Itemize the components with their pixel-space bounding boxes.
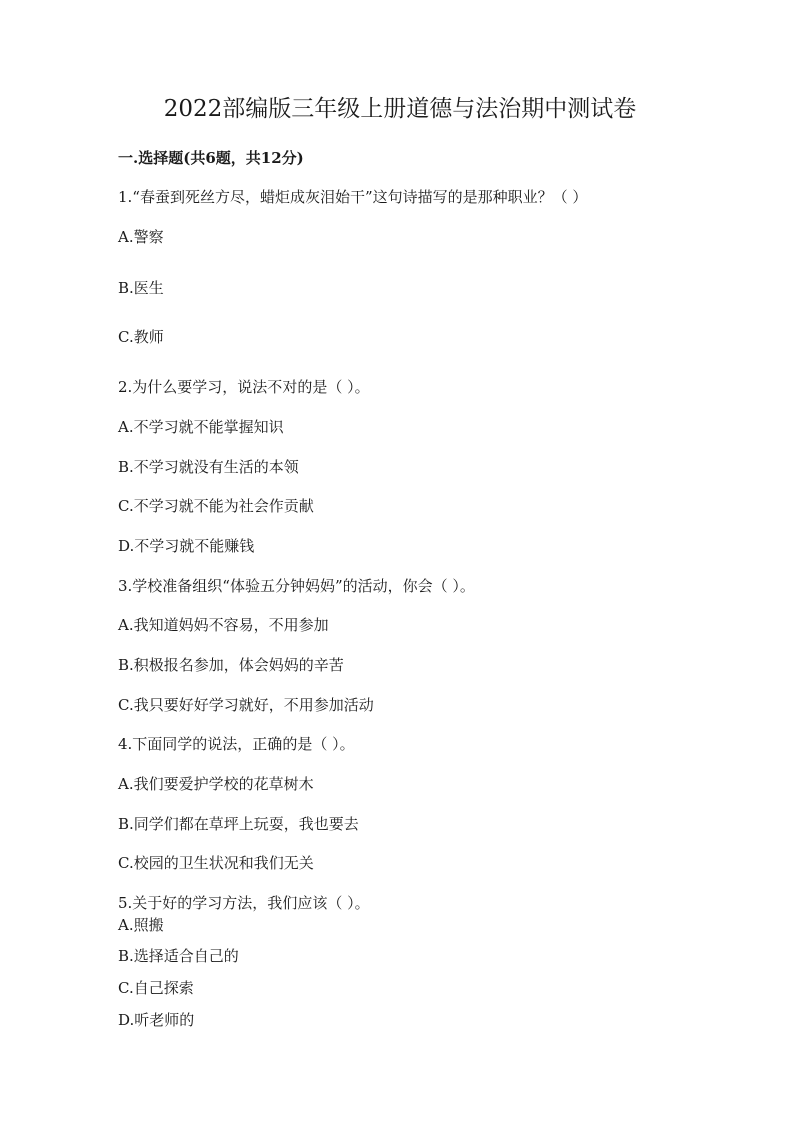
- question-1-stem: 1.“春蚕到死丝方尽，蜡炬成灰泪始干”这句诗描写的是那种职业？（ ）: [118, 188, 588, 206]
- question-4-option-b: B.同学们都在草坪上玩耍，我也要去: [118, 815, 359, 833]
- question-2-option-b: B.不学习就没有生活的本领: [118, 458, 299, 476]
- question-3-stem: 3.学校准备组织“体验五分钟妈妈”的活动，你会（ ）。: [118, 577, 475, 595]
- question-4-stem: 4.下面同学的说法，正确的是（ ）。: [118, 735, 355, 753]
- question-2-option-c: C.不学习就不能为社会作贡献: [118, 497, 314, 515]
- page-title: 2022部编版三年级上册道德与法治期中测试卷: [163, 96, 637, 122]
- section-heading: 一.选择题(共6题，共12分): [118, 149, 304, 167]
- question-3-option-a: A.我知道妈妈不容易，不用参加: [118, 616, 329, 634]
- question-2-option-d: D.不学习就不能赚钱: [118, 537, 255, 555]
- question-5-stem: 5.关于好的学习方法，我们应该（ ）。: [118, 894, 370, 912]
- question-4-option-c: C.校园的卫生状况和我们无关: [118, 854, 314, 872]
- question-2-stem: 2.为什么要学习，说法不对的是（ ）。: [118, 378, 370, 396]
- question-5-option-c: C.自己探索: [118, 979, 194, 997]
- question-1-option-b: B.医生: [118, 279, 164, 297]
- question-1-option-c: C.教师: [118, 328, 164, 346]
- question-5-option-a: A.照搬: [118, 916, 164, 934]
- question-3-option-b: B.积极报名参加，体会妈妈的辛苦: [118, 656, 344, 674]
- question-1-option-a: A.警察: [118, 228, 164, 246]
- question-3-option-c: C.我只要好好学习就好，不用参加活动: [118, 696, 374, 714]
- question-2-option-a: A.不学习就不能掌握知识: [118, 418, 284, 436]
- question-4-option-a: A.我们要爱护学校的花草树木: [118, 775, 314, 793]
- question-5-option-d: D.听老师的: [118, 1011, 195, 1029]
- question-5-option-b: B.选择适合自己的: [118, 947, 239, 965]
